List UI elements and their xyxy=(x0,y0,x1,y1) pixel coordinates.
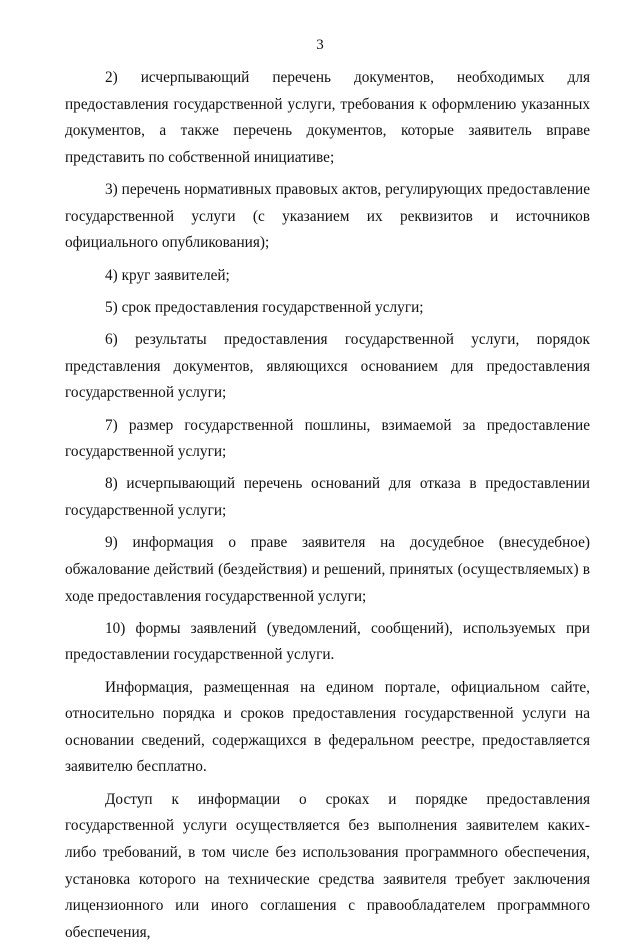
paragraph-item-9: 9) информация о праве заявителя на досудебное (внесудебное) обжалование действий (бездействия) и решений, принятых (осуществляемых) в ходе предоставления государственной услуги; xyxy=(65,534,590,605)
paragraph-item-4: 4) круг заявителей; xyxy=(105,266,230,284)
paragraph-information-free: Информация, размещенная на едином портале, официальном сайте, относительно порядка и сроков предоставления государственной услуги на основании сведений, содержащихся в федеральном реестре, предоставляется заявителю бесплатно. xyxy=(65,678,590,776)
paragraph-item-7: 7) размер государственной пошлины, взимаемой за предоставление государственной услуги; xyxy=(65,416,590,461)
paragraph-item-3: 3) перечень нормативных правовых актов, регулирующих предоставление государственной услуги (с указанием их реквизитов и источников официального опубликования); xyxy=(65,181,590,252)
document-body xyxy=(65,65,590,952)
paragraph-access-information: Доступ к информации о сроках и порядке предоставления государственной услуги осуществляется без выполнения заявителем каких-либо требований, в том числе без использования программного обеспечения, установка которого на технические средства заявителя требует заключения лицензионного или иного соглашения с правообладателем программного обеспечения, xyxy=(65,790,590,941)
page-number: 3 xyxy=(316,37,324,53)
paragraph-item-2: 2) исчерпывающий перечень документов, необходимых для предоставления государственной услуги, требования к оформлению указанных документов, а также перечень документов, которые заявитель вправе представить по собственной инициативе; xyxy=(65,69,590,166)
paragraph-item-10: 10) формы заявлений (уведомлений, сообщений), используемых при предоставлении государственной услуги. xyxy=(65,619,590,664)
paragraph-item-8: 8) исчерпывающий перечень оснований для отказа в предоставлении государственной услуги; xyxy=(65,475,590,520)
paragraph-item-6: 6) результаты предоставления государственной услуги, порядок представления документов, являющихся основанием для предоставления государственной услуги; xyxy=(65,331,590,402)
paragraph-item-5: 5) срок предоставления государственной услуги; xyxy=(105,298,424,316)
